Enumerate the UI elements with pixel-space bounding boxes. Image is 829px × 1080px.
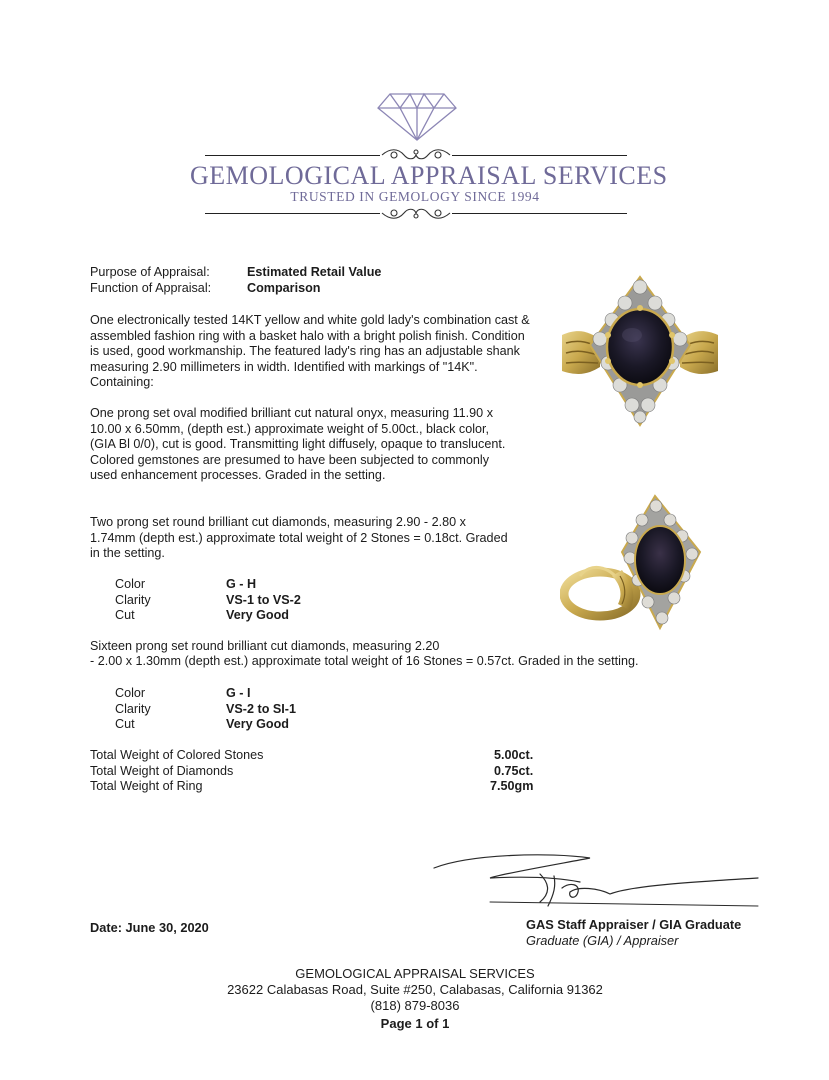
grade-sixteen-color-value: G - I — [226, 686, 251, 700]
header-bottom-rule-right — [452, 213, 627, 214]
appraiser-subtitle: Graduate (GIA) / Appraiser — [526, 933, 679, 948]
total-diamonds-value: 0.75ct. — [494, 764, 534, 778]
ring-description: One electronically tested 14KT yellow and white gold lady's combination cast & assembled fashion ring with a basket halo with a bright polish finish. Condition is used, good workmanship. The featured lady's ring has an adjustable shank measuring 2.90 millimeters in width. Identified with markings of "14K". Containing: — [90, 313, 530, 390]
company-tagline: TRUSTED IN GEMOLOGY SINCE 1994 — [290, 189, 540, 204]
bottom-scroll-ornament-icon — [380, 204, 452, 222]
diamond-logo-icon — [376, 92, 458, 142]
appraisal-date: Date: June 30, 2020 — [90, 920, 209, 935]
total-ring-label: Total Weight of Ring — [90, 779, 203, 793]
grade-two-color-label: Color — [115, 577, 146, 591]
header-bottom-rule-left — [205, 213, 380, 214]
total-ring-value: 7.50gm — [490, 779, 534, 793]
grade-two-clarity-value: VS-1 to VS-2 — [226, 593, 301, 607]
appraiser-title: GAS Staff Appraiser / GIA Graduate — [526, 917, 742, 932]
two-diamonds-description: Two prong set round brilliant cut diamonds, measuring 2.90 - 2.80 x 1.74mm (depth est.) approximate total weight of 2 Stones = 0.18ct. Graded in the setting. — [90, 515, 508, 561]
function-label: Function of Appraisal: — [90, 281, 212, 295]
header-top-rule-right — [452, 155, 627, 156]
appraiser-signature — [430, 848, 760, 918]
purpose-value: Estimated Retail Value — [247, 265, 382, 279]
grade-two-cut-value: Very Good — [226, 608, 289, 622]
sixteen-diamonds-line1: Sixteen prong set round brilliant cut diamonds, measuring 2.20 — [90, 639, 440, 653]
footer-address: 23622 Calabasas Road, Suite #250, Calabasas, California 91362 — [227, 982, 603, 997]
purpose-label: Purpose of Appraisal: — [90, 265, 210, 279]
ring-photo-top-view — [560, 275, 720, 430]
grade-sixteen-clarity-value: VS-2 to SI-1 — [226, 702, 296, 716]
total-diamonds-label: Total Weight of Diamonds — [90, 764, 234, 778]
grade-sixteen-color-label: Color — [115, 686, 146, 700]
grade-sixteen-clarity-label: Clarity — [115, 702, 151, 716]
header-top-rule-left — [205, 155, 380, 156]
grade-two-clarity-label: Clarity — [115, 593, 151, 607]
grade-two-color-value: G - H — [226, 577, 257, 591]
footer-company: GEMOLOGICAL APPRAISAL SERVICES — [295, 966, 535, 981]
sixteen-diamonds-line2: - 2.00 x 1.30mm (depth est.) approximate total weight of 16 Stones = 0.57ct. Graded in the setting. — [90, 654, 639, 668]
function-value: Comparison — [247, 281, 321, 295]
page-number: Page 1 of 1 — [380, 1016, 450, 1031]
total-colored-label: Total Weight of Colored Stones — [90, 748, 264, 762]
company-name: GEMOLOGICAL APPRAISAL SERVICES — [190, 161, 668, 190]
onyx-description: One prong set oval modified brilliant cut natural onyx, measuring 11.90 x 10.00 x 6.50mm, (depth est.) approximate weight of 5.00ct., black color, (GIA Bl 0/0), cut is good. Transmitting light diffusely, opaque to translucent. Colored gemstones are presumed to have been subjected to commonly used enhancement processes. Graded in the setting. — [90, 406, 506, 483]
ring-photo-side-view — [560, 492, 710, 632]
total-colored-value: 5.00ct. — [494, 748, 534, 762]
grade-sixteen-cut-value: Very Good — [226, 717, 289, 731]
footer-phone: (818) 879-8036 — [370, 998, 460, 1013]
grade-two-cut-label: Cut — [115, 608, 135, 622]
grade-sixteen-cut-label: Cut — [115, 717, 135, 731]
